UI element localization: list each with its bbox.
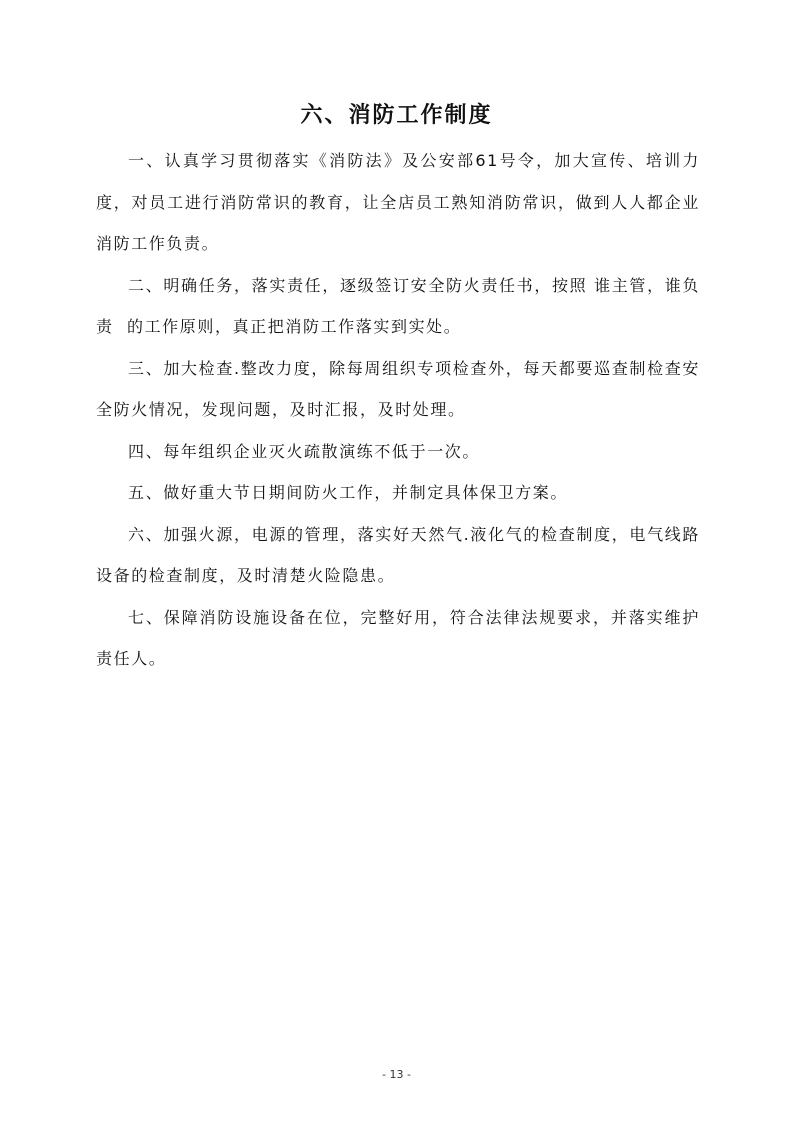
paragraph-7: 七、保障消防设施设备在位，完整好用，符合法律法规要求，并落实维护责任人。 [96,607,700,668]
paragraph-6: 六、加强火源，电源的管理，落实好天然气.液化气的检查制度，电气线路设备的检查制度，及时清楚火险隐患。 [96,524,700,585]
document-body [96,140,700,680]
paragraph-5: 五、做好重大节日期间防火工作，并制定具体保卫方案。 [128,483,569,502]
paragraph-1: 一、认真学习贯彻落实《消防法》及公安部61号令，加大宣传、培训力度，对员工进行消防常识的教育，让全店员工熟知消防常识，做到人人都企业消防工作负责。 [96,151,700,253]
paragraph-3: 三、加大检查.整改力度，除每周组织专项检查外，每天都要巡查制检查安全防火情况，发现问题，及时汇报，及时处理。 [96,358,700,419]
page-number: - 13 - [382,1068,411,1081]
paragraph-2: 二、明确任务，落实责任，逐级签订安全防火责任书，按照 谁主管，谁负责 的工作原则，真正把消防工作落实到实处。 [96,275,700,336]
page-title: 六、消防工作制度 [300,103,493,128]
paragraph-4: 四、每年组织企业灭火疏散演练不低于一次。 [128,441,481,461]
